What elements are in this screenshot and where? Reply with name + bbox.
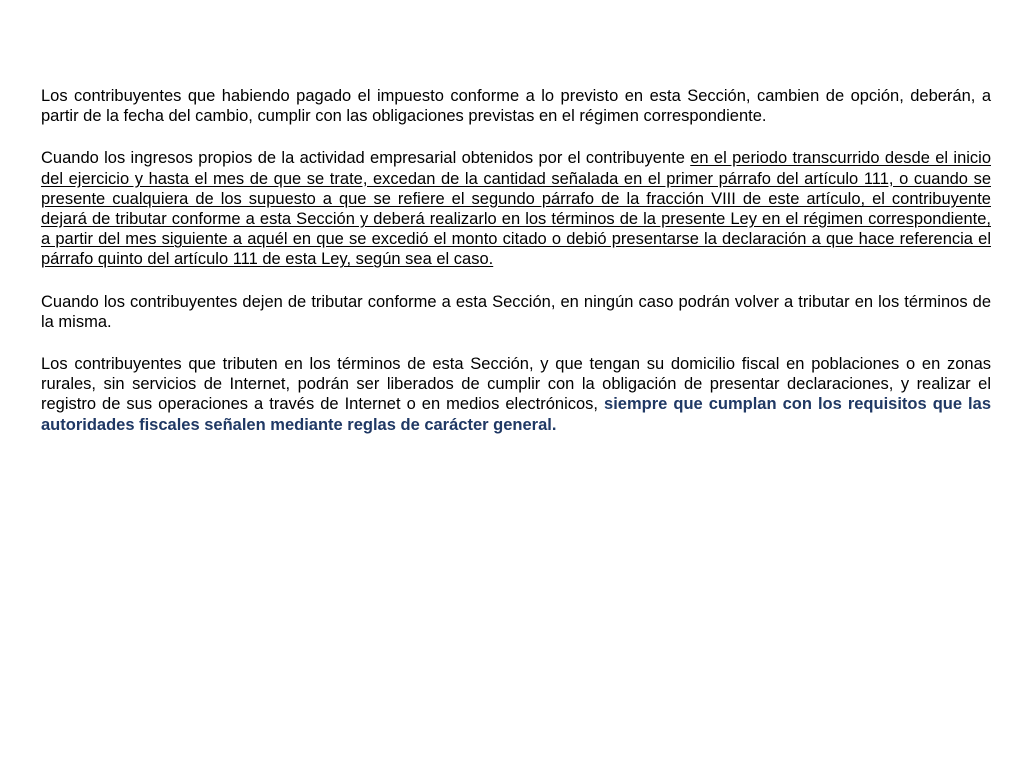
- paragraph-text: Cuando los contribuyentes dejen de tributar conforme a esta Sección, en ningún caso podrán volver a tributar en los términos de la misma.: [41, 292, 991, 331]
- paragraph-text-emphasis: siempre que cumplan con los requisitos que las autoridades fiscales señalen mediante reglas de carácter general.: [41, 395, 991, 434]
- paragraph-text-plain: Cuando los ingresos propios de la actividad empresarial obtenidos por el contribuyente: [41, 149, 691, 168]
- paragraph-income-excess: [41, 148, 991, 269]
- paragraph-rural-exemption: [41, 354, 991, 435]
- paragraph-text-underlined: en el periodo transcurrido desde el inicio del ejercicio y hasta el mes de que se trate, excedan de la cantidad señalada en el primer párrafo del artículo 111, o cuando se presente cualquiera de los supuesto a que se refiere el segundo párrafo de la fracción VIII de este artículo, el contribuyente dejará de tributar conforme a esta Sección y deberá realizarlo en los términos de la presente Ley en el régimen correspondiente, a partir del mes siguiente a aquél en que se excedió el monto citado o debió presentarse la declaración a que hace referencia el párrafo quinto del artículo 111 de esta Ley, según sea el caso.: [41, 149, 991, 269]
- paragraph-change-of-option: [41, 86, 991, 126]
- paragraph-no-return: [41, 292, 991, 332]
- paragraph-text: Los contribuyentes que habiendo pagado el impuesto conforme a lo previsto en esta Sección, cambien de opción, deberán, a partir de la fecha del cambio, cumplir con las obligaciones previstas en el régimen correspondiente.: [41, 87, 991, 126]
- paragraph-text-plain: Los contribuyentes que tributen en los términos de esta Sección, y que tengan su domicilio fiscal en poblaciones o en zonas rurales, sin servicios de Internet, podrán ser liberados de cumplir con la obligación de presentar declaraciones, y realizar el registro de sus operaciones a través de Internet o en medios electrónicos,: [41, 355, 991, 414]
- slide-body-text: [41, 86, 991, 457]
